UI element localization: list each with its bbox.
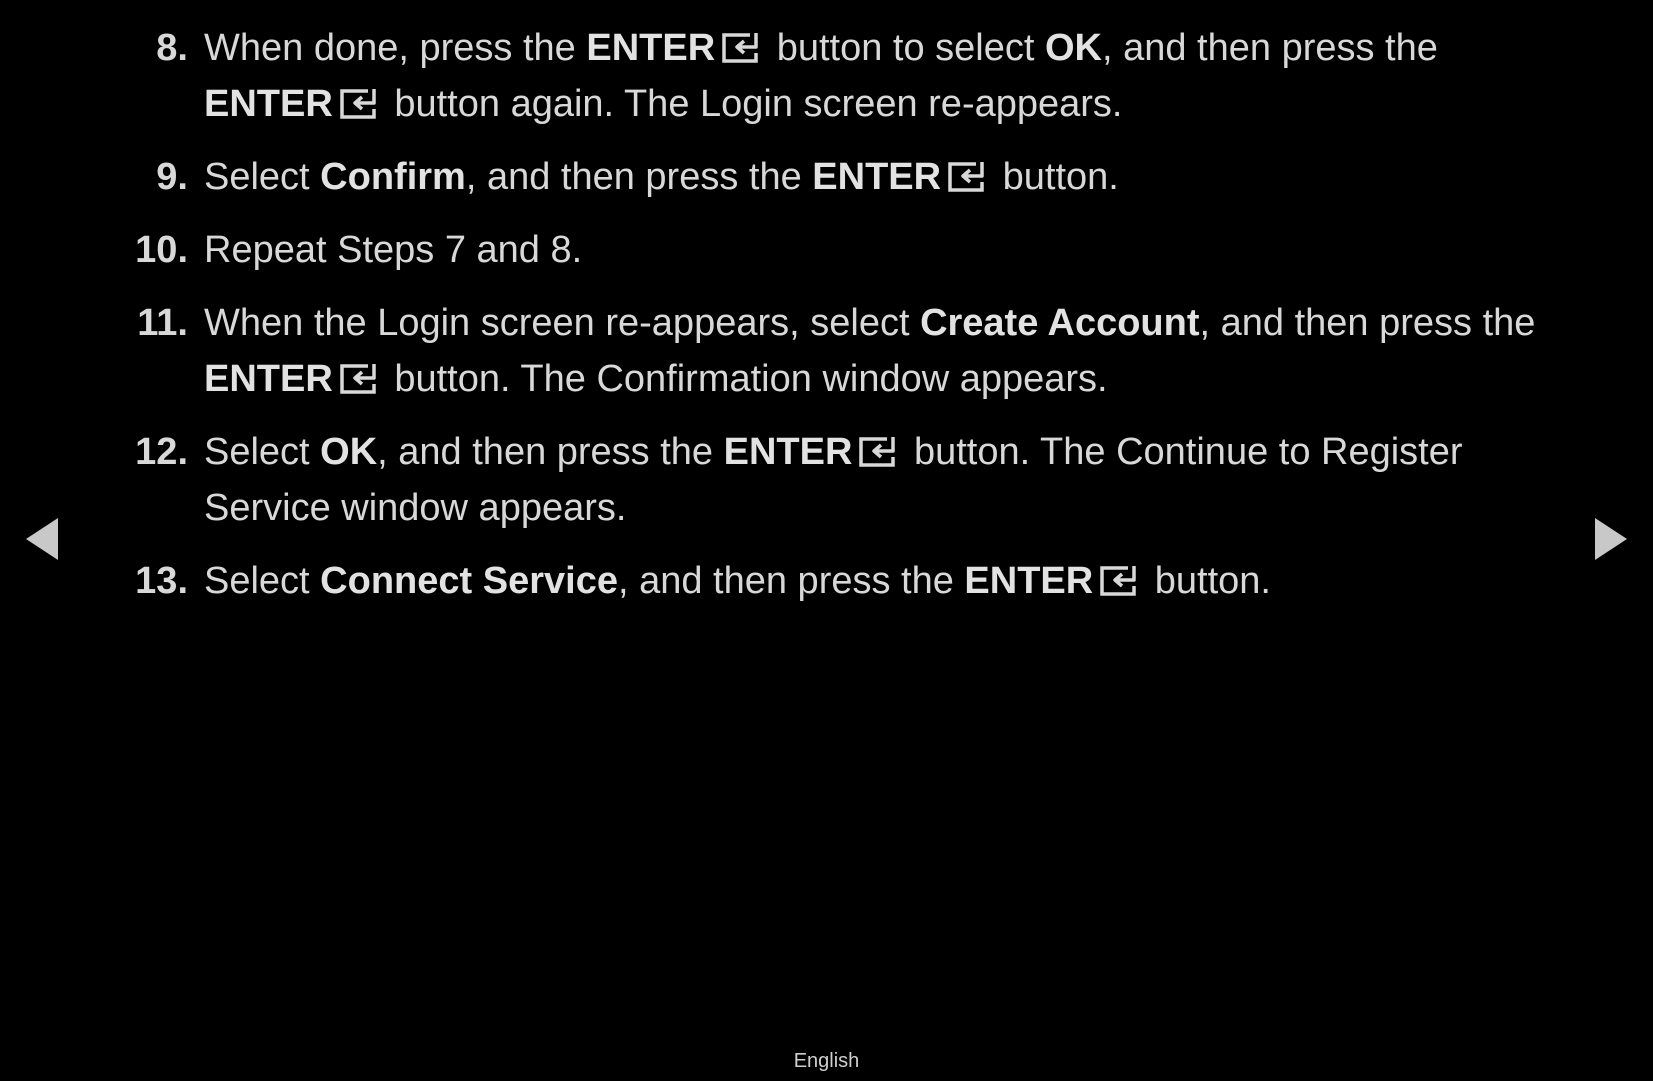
step-text-segment: When done, press the bbox=[204, 27, 587, 69]
step-item bbox=[0, 424, 1653, 536]
step-keyword: ENTER bbox=[812, 156, 942, 198]
step-keyword: ENTER bbox=[204, 358, 333, 400]
step-text bbox=[204, 156, 1119, 198]
enter-icon bbox=[1098, 564, 1142, 598]
step-keyword: ENTER bbox=[204, 83, 333, 125]
step-keyword: ENTER bbox=[964, 560, 1094, 602]
step-text-segment: button. The Confirmation window appears. bbox=[383, 358, 1108, 400]
step-number: 9. bbox=[156, 156, 188, 198]
step-item bbox=[0, 20, 1653, 132]
step-text bbox=[204, 229, 582, 271]
step-text-segment: button to select bbox=[766, 27, 1045, 69]
step-text-segment: button. The Continue to Register bbox=[903, 431, 1463, 473]
step-text bbox=[204, 27, 1438, 125]
step-text-segment: , and then press the bbox=[1199, 302, 1536, 344]
enter-icon bbox=[720, 31, 764, 65]
enter-icon bbox=[946, 160, 990, 194]
step-text-segment: Select bbox=[204, 156, 321, 198]
step-keyword: ENTER bbox=[723, 431, 853, 473]
step-number: 8. bbox=[156, 27, 188, 69]
step-text bbox=[204, 560, 1271, 602]
step-text-segment: Select bbox=[204, 560, 321, 602]
step-text-segment: button again. The Login screen re-appears. bbox=[383, 83, 1123, 125]
language-label: English bbox=[793, 1050, 860, 1072]
step-number: 12. bbox=[135, 431, 188, 473]
step-keyword: OK bbox=[320, 431, 378, 473]
step-text-segment: , and then press the bbox=[617, 560, 965, 602]
step-number: 10. bbox=[135, 229, 188, 271]
step-text-segment: , and then press the bbox=[377, 431, 724, 473]
previous-page-arrow-icon[interactable] bbox=[26, 518, 58, 560]
step-keyword: ENTER bbox=[586, 27, 716, 69]
enter-icon bbox=[338, 362, 382, 396]
step-item bbox=[0, 222, 1653, 278]
step-text-segment: Repeat Steps 7 and 8. bbox=[204, 229, 583, 271]
step-text bbox=[204, 302, 1535, 400]
step-text-segment: button. bbox=[992, 156, 1119, 198]
step-number: 13. bbox=[135, 560, 188, 602]
step-text bbox=[204, 431, 1463, 529]
step-keyword: Create Account bbox=[920, 302, 1200, 344]
step-text-segment: Service window appears. bbox=[204, 487, 627, 529]
enter-icon bbox=[857, 435, 901, 469]
step-text-segment: , and then press the bbox=[465, 156, 813, 198]
step-text-segment: button. bbox=[1144, 560, 1271, 602]
next-page-arrow-icon[interactable] bbox=[1595, 518, 1627, 560]
step-item bbox=[0, 553, 1653, 609]
step-item bbox=[0, 149, 1653, 205]
step-keyword: Confirm bbox=[320, 156, 466, 198]
step-text-segment: , and then press the bbox=[1101, 27, 1438, 69]
step-number: 11. bbox=[137, 302, 188, 344]
enter-icon bbox=[338, 87, 382, 121]
step-keyword: Connect Service bbox=[320, 560, 618, 602]
step-keyword: OK bbox=[1044, 27, 1102, 69]
step-text-segment: Select bbox=[204, 431, 321, 473]
steps-list bbox=[0, 20, 1653, 626]
step-item bbox=[0, 295, 1653, 407]
step-text-segment: When the Login screen re-appears, select bbox=[204, 302, 921, 344]
